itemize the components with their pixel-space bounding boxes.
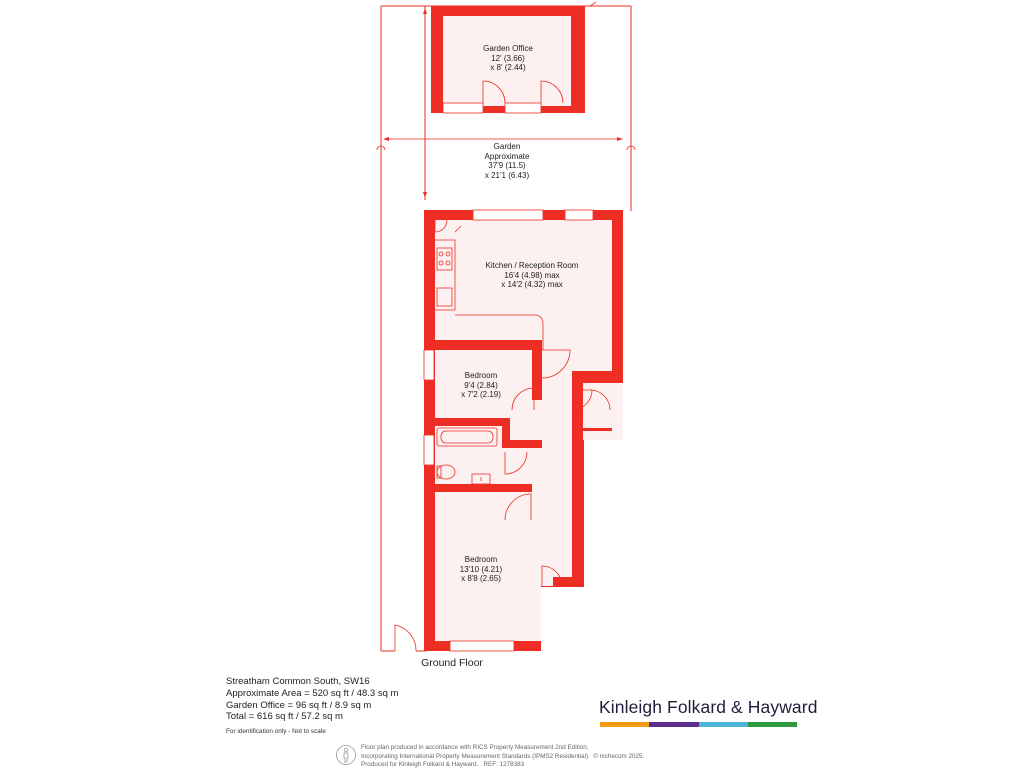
- bedroom1-name: Bedroom: [464, 371, 498, 380]
- footer-line1: Floor plan produced in accordance with RICS Property Measurement 2nd Edition,: [361, 744, 589, 751]
- garden-name: Garden: [493, 142, 521, 151]
- approximate-area: Approximate Area = 520 sq ft / 48.3 sq m: [226, 687, 399, 699]
- bedroom1-label: [461, 371, 501, 400]
- person-icon: [336, 744, 356, 766]
- floor-label: Ground Floor: [421, 657, 483, 669]
- footer-line3-row: [361, 761, 644, 770]
- stripe-blue: [699, 722, 748, 727]
- bedroom1-dim1: 9'4 (2.84): [464, 380, 498, 390]
- bedroom2-dim1: 13'10 (4.21): [459, 564, 503, 574]
- kitchen-label: [486, 261, 579, 290]
- garden-label: [485, 142, 530, 180]
- bedroom2-label: [460, 555, 502, 584]
- brand-logo-text: Kinleigh Folkard & Hayward: [599, 697, 818, 717]
- address: Streatham Common South, SW16: [226, 676, 370, 687]
- footer-ref: REF: 1278383: [483, 761, 525, 769]
- garden-office-label: [483, 44, 533, 73]
- total-area: Total = 616 sq ft / 57.2 sq m: [226, 711, 343, 723]
- identification-note: For identification only - Not to scale: [226, 728, 326, 736]
- brand-stripes: [600, 722, 797, 727]
- garden-office-area: Garden Office = 96 sq ft / 8.9 sq m: [226, 699, 372, 711]
- kitchen-dim2: x 14'2 (4.32) max: [501, 280, 563, 289]
- kitchen-name: Kitchen / Reception Room: [485, 261, 579, 270]
- bedroom2-name: Bedroom: [464, 555, 498, 564]
- garden-office-dim1: 12' (3.66): [491, 53, 525, 63]
- bedroom1-dim2: x 7'2 (2.19): [461, 390, 501, 399]
- footer-line3: Produced for Kinleigh Folkard & Hayward.: [361, 761, 479, 769]
- property-info: [226, 676, 398, 737]
- kitchen-dim1: 16'4 (4.98) max: [504, 270, 560, 280]
- footer-line2-row: [361, 753, 644, 762]
- garden-dim1: 37'9 (11.5): [488, 161, 526, 170]
- garden-office-dim2: x 8' (2.44): [490, 63, 526, 72]
- footer-disclaimer: [361, 744, 644, 770]
- footer-line2: Incorporating International Property Measurement Standards (IPMS2 Residential).: [361, 752, 590, 760]
- garden-approx: Approximate: [484, 151, 530, 161]
- garden-office-name: Garden Office: [483, 44, 533, 53]
- stripe-purple: [649, 722, 698, 727]
- garden-dim2: x 21'1 (6.43): [484, 170, 530, 180]
- bedroom2-dim2: x 8'8 (2.65): [461, 574, 501, 583]
- stripe-orange: [600, 722, 649, 727]
- footer-copyright: © nichecom 2025.: [593, 752, 645, 760]
- stripe-green: [748, 722, 797, 727]
